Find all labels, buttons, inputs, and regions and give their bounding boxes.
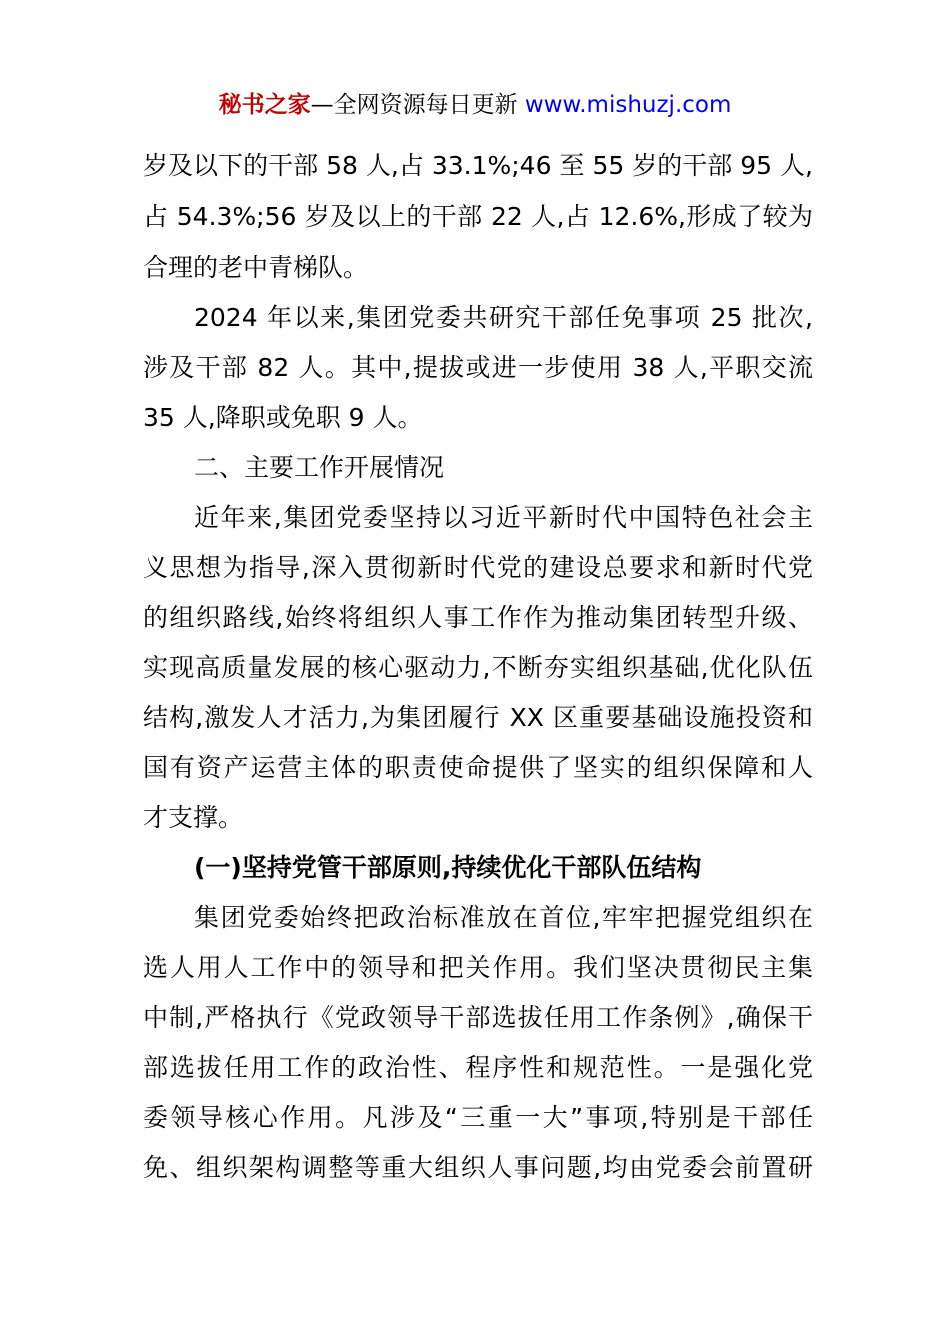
- text-line: 才支撑。: [143, 803, 244, 832]
- text-line: 委领导核心作用。凡涉及“三重一大”事项,特别是干部任: [143, 1103, 813, 1132]
- text-line: 的组织路线,始终将组织人事工作作为推动集团转型升级、: [143, 603, 813, 632]
- text-line: 实现高质量发展的核心驱动力,不断夯实组织基础,优化队伍: [143, 653, 813, 682]
- text-line: 国有资产运营主体的职责使命提供了坚实的组织保障和人: [143, 753, 813, 782]
- section-heading: 二、主要工作开展情况: [194, 453, 445, 482]
- text-line: 结构,激发人才活力,为集团履行 XX 区重要基础设施投资和: [143, 703, 813, 732]
- text-line: 合理的老中青梯队。: [143, 253, 369, 282]
- text-line: 2024 年以来,集团党委共研究干部任免事项 25 批次,: [194, 303, 813, 332]
- text-line: 涉及干部 82 人。其中,提拔或进一步使用 38 人,平职交流: [143, 353, 813, 382]
- text-line: 部选拔任用工作的政治性、程序性和规范性。一是强化党: [143, 1053, 813, 1082]
- site-brand: 秘书之家: [218, 92, 311, 118]
- text-line: 岁及以下的干部 58 人,占 33.1%;46 至 55 岁的干部 95 人,: [143, 151, 813, 180]
- text-line: 中制,严格执行《党政领导干部选拔任用工作条例》,确保干: [143, 1003, 813, 1032]
- text-line: 选人用人工作中的领导和把关作用。我们坚决贯彻民主集: [143, 953, 813, 982]
- text-line: 近年来,集团党委坚持以习近平新时代中国特色社会主: [194, 503, 813, 532]
- text-line: 义思想为指导,深入贯彻新时代党的建设总要求和新时代党: [143, 553, 813, 582]
- site-tagline: —全网资源每日更新: [310, 92, 518, 118]
- text-line: 免、组织架构调整等重大组织人事问题,均由党委会前置研: [143, 1153, 813, 1182]
- text-line: 35 人,降职或免职 9 人。: [143, 403, 423, 432]
- text-line: 集团党委始终把政治标准放在首位,牢牢把握党组织在: [194, 903, 813, 932]
- site-header: [0, 88, 950, 122]
- text-line: 占 54.3%;56 岁及以上的干部 22 人,占 12.6%,形成了较为: [143, 202, 813, 231]
- site-url-link[interactable]: www.mishuzj.com: [524, 92, 732, 118]
- subsection-heading: (一)坚持党管干部原则,持续优化干部队伍结构: [194, 853, 702, 882]
